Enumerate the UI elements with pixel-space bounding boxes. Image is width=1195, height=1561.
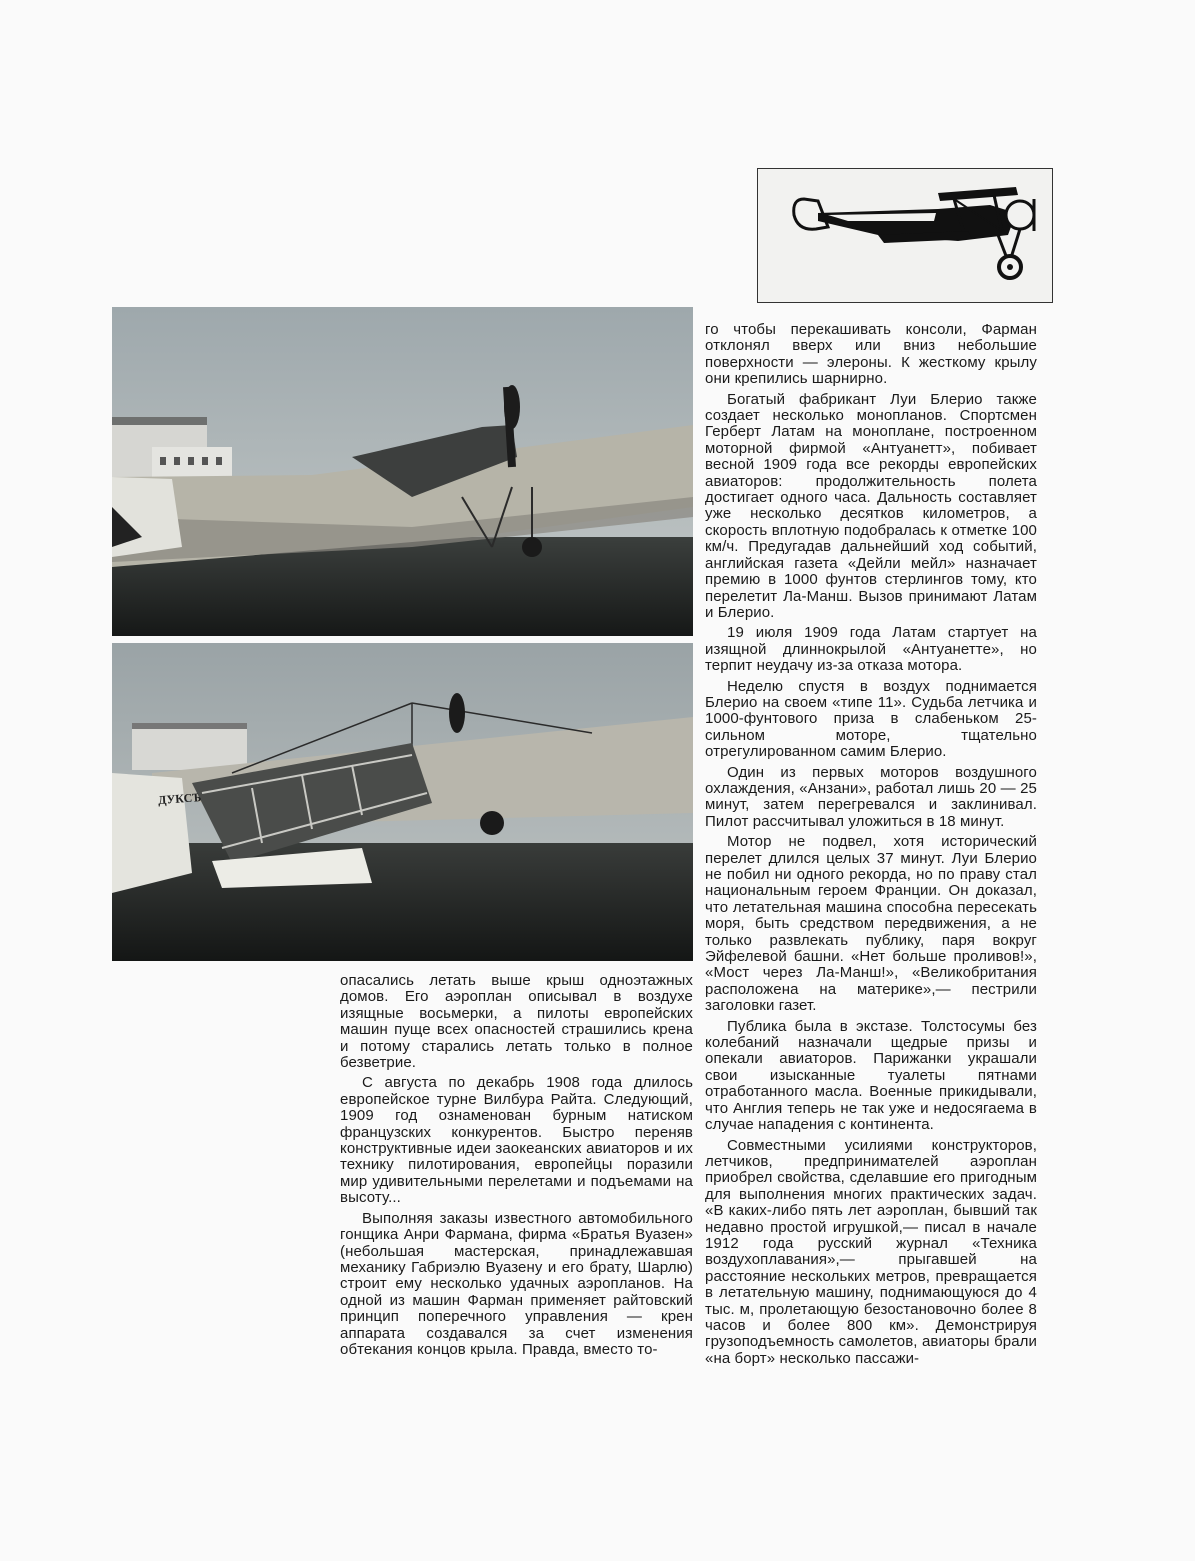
paragraph: С августа по декабрь 1908 года длилось европейское турне Вилбура Райта. Следующий, 1909 год ознаменован бурным натиском французских конкурентов. Быстро переняв конструктивные идеи заокеанских авиаторов и их технику пилотирования, европейцы поразили мир удивительными перелетами и подъемами на высоту... (340, 1074, 693, 1207)
paragraph: опасались летать выше крыш одноэтажных домов. Его аэроплан описывал в воздухе изящные восьмерки, а пилоты европейских машин пуще всех опасностей страшились крена и потому старались летать только в полное безветрие. (340, 972, 693, 1072)
paragraph: Мотор не подвел, хотя исторический перелет длился целых 37 минут. Луи Блерио не побил ни одного рекорда, но по праву стал национальным героем Франции. Он доказал, что летательная машина способна пересекать моря, быть средством передвижения, а не только развлекать публику, паря вокруг Эйфелевой башни. «Нет больше проливов!», «Мост через Ла-Манш!», «Великобритания расположена на материке»,— пестрили заголовки газет. (705, 833, 1037, 1015)
paragraph: Выполняя заказы известного автомобильного гонщика Анри Фармана, фирма «Братья Вуазен» (небольшая мастерская, принадлежавшая механику Габриэлю Вуазену и его брату, Шарлю) строит ему несколько удачных аэропланов. На одной из машин Фарман применяет райтовский принцип поперечного управления — крен аппарата создавался за счет изменения обтекания концов крыла. Правда, вместо то- (340, 1209, 693, 1358)
paragraph: го чтобы перекашивать консоли, Фарман отклонял вверх или вниз небольшие поверхности — элероны. К жесткому крылу они крепились шарнирно. (705, 321, 1037, 388)
paragraph: Публика была в экстазе. Толстосумы без колебаний назначали щедрые призы и опекали авиаторов. Парижанки украшали свои изысканные туалеты пятнами отработанного масла. Военные прикидывали, что Англия теперь не так уже и недосягаема в случае нападения с континента. (705, 1017, 1037, 1134)
photo-monoplane-rear (112, 643, 693, 961)
fuselage-lettering: ДУКСЪ (157, 790, 202, 808)
paragraph: Богатый фабрикант Луи Блерио также создает несколько монопланов. Спортсмен Герберт Латам на моноплане, построенном моторной фирмой «Антуанетт», побивает весной 1909 года все рекорды европейских авиаторов: продолжительность полета достигает одного часа. Дальность составляет уже несколько десятков километров, а скорость вплотную подобралась к отметке 100 км/ч. Предугадав дальнейший ход событий, английская газета «Дейли мейл» назначает премию в 1000 фунтов стерлингов тому, кто перелетит Ла-Манш. Вызов принимают Латам и Блерио. (705, 390, 1037, 621)
paragraph: 19 июля 1909 года Латам стартует на изящной длиннокрылой «Антуанетте», но терпит неудачу из-за отказа мотора. (705, 624, 1037, 675)
paragraph: Один из первых моторов воздушного охлаждения, «Анзани», работал лишь 20 — 25 минут, затем перегревался и заклинивал. Пилот рассчитывал уложиться в 18 минут. (705, 763, 1037, 830)
text-column-right (705, 322, 1037, 1371)
biplane-silhouette-icon (758, 169, 1052, 302)
aircraft-sketch (757, 168, 1053, 303)
paragraph: Неделю спустя в воздух поднимается Блерио на своем «типе 11». Судьба летчика и 1000-фунтового приза в слабеньком 25-сильном моторе, тщательно отрегулированном самим Блерио. (705, 677, 1037, 761)
photo-monoplane-side (112, 307, 693, 636)
paragraph: Совместными усилиями конструкторов, летчиков, предпринимателей аэроплан приобрел свойства, сделавшие его пригодным для выполнения многих практических задач. «В каких-либо пять лет аэроплан, бывший так недавно простой игрушкой,— писал в начале 1912 года русский журнал «Техника воздухоплавания»,— прыгавшей на расстояние нескольких метров, превращается в летательную машину, поднимающуюся до 4 тыс. м, пролетающую безостановочно более 8 часов и более 800 км». Демонстрируя грузоподъемность самолетов, авиаторы брали «на борт» несколько пассажи- (705, 1136, 1037, 1367)
text-column-left (340, 973, 693, 1362)
